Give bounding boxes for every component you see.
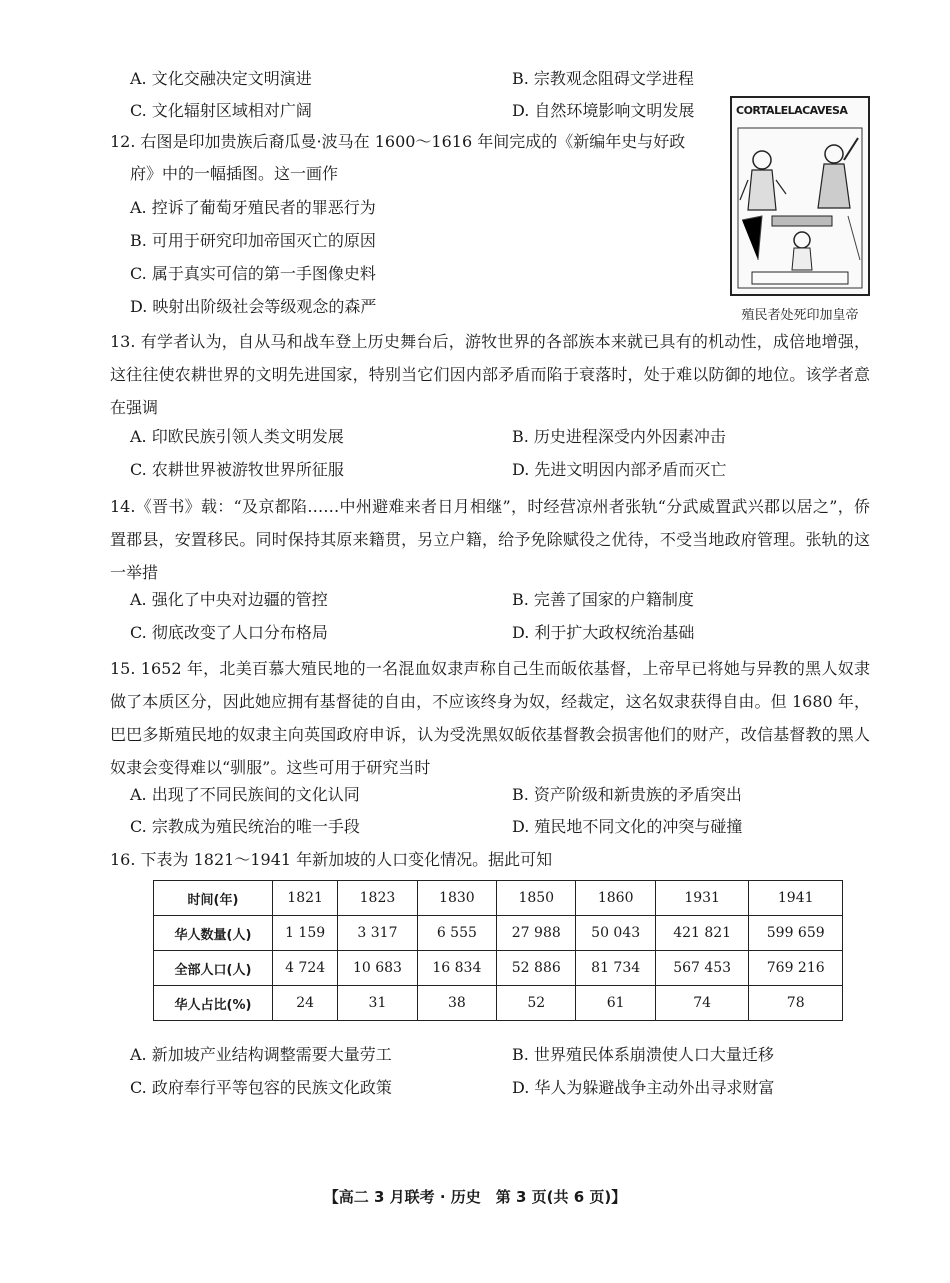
share-cell: 52 <box>497 986 576 1021</box>
q12-stem-line1: 12. 右图是印加贵族后裔瓜曼·波马在 1600～1616 年间完成的《新编年史与好政 <box>110 132 686 151</box>
q16-option-c: C. 政府奉行平等包容的民族文化政策 <box>130 1078 392 1097</box>
q13-option-d: D. 先进文明因内部矛盾而灭亡 <box>512 460 727 479</box>
header-total: 全部人口(人) <box>154 951 273 986</box>
table-row <box>154 881 843 916</box>
q14-option-a: A. 强化了中央对边疆的管控 <box>130 590 328 609</box>
q12-option-c: C. 属于真实可信的第一手图像史料 <box>130 264 376 283</box>
chinese-cell: 27 988 <box>497 916 576 951</box>
q12-figure-caption: 殖民者处死印加皇帝 <box>741 308 859 323</box>
chinese-cell: 421 821 <box>655 916 749 951</box>
q12-stem-line2: 府》中的一幅插图。这一画作 <box>130 164 339 183</box>
header-chinese: 华人数量(人) <box>154 916 273 951</box>
total-cell: 16 834 <box>417 951 496 986</box>
share-cell: 31 <box>338 986 417 1021</box>
execution-scene-drawing <box>732 120 868 296</box>
q16-option-d: D. 华人为躲避战争主动外出寻求财富 <box>512 1078 775 1097</box>
chinese-cell: 1 159 <box>273 916 338 951</box>
header-share: 华人占比(%) <box>154 986 273 1021</box>
q12-illustration <box>730 96 870 296</box>
table-row <box>154 986 843 1021</box>
year-cell: 1823 <box>338 881 417 916</box>
year-cell: 1830 <box>417 881 496 916</box>
total-cell: 10 683 <box>338 951 417 986</box>
q11-option-d: D. 自然环境影响文明发展 <box>512 101 695 120</box>
q15-option-a: A. 出现了不同民族间的文化认同 <box>130 785 360 804</box>
chinese-cell: 3 317 <box>338 916 417 951</box>
table-row <box>154 951 843 986</box>
q13-option-c: C. 农耕世界被游牧世界所征服 <box>130 460 344 479</box>
total-cell: 4 724 <box>273 951 338 986</box>
q12-option-a: A. 控诉了葡萄牙殖民者的罪恶行为 <box>130 198 376 217</box>
chinese-cell: 599 659 <box>749 916 843 951</box>
illustration-banner-text: CORTALELACAVESA <box>736 104 848 117</box>
share-cell: 78 <box>749 986 843 1021</box>
total-cell: 567 453 <box>655 951 749 986</box>
total-cell: 769 216 <box>749 951 843 986</box>
q15-option-b: B. 资产阶级和新贵族的矛盾突出 <box>512 785 742 804</box>
q16-option-a: A. 新加坡产业结构调整需要大量劳工 <box>130 1045 392 1064</box>
share-cell: 61 <box>576 986 655 1021</box>
chinese-cell: 50 043 <box>576 916 655 951</box>
q13-stem: 13. 有学者认为，自从马和战车登上历史舞台后，游牧世界的各部族本来就已具有的机动性，成倍地增强，这往往使农耕世界的文明先进国家，特别当它们因内部矛盾而陷于衰落时，处于难以防御的地位。该学者意在强调 <box>110 332 870 417</box>
total-cell: 52 886 <box>497 951 576 986</box>
share-cell: 38 <box>417 986 496 1021</box>
q16-stem: 16. 下表为 1821～1941 年新加坡的人口变化情况。据此可知 <box>110 850 553 869</box>
total-cell: 81 734 <box>576 951 655 986</box>
q11-option-a: A. 文化交融决定文明演进 <box>130 69 312 88</box>
q15-stem: 15. 1652 年，北美百慕大殖民地的一名混血奴隶声称自己生而皈依基督，上帝早已将她与异教的黑人奴隶做了本质区分，因此她应拥有基督徒的自由，不应该终身为奴，经裁定，这名奴隶获得自由。但 1680 年，巴巴多斯殖民地的奴隶主向英国政府申诉，认为受洗黑奴皈依基督教会损害他们的财产，改信基督教的黑人奴隶会变得难以“驯服”。这些可用于研究当时 <box>110 659 870 777</box>
q16-option-b: B. 世界殖民体系崩溃使人口大量迁移 <box>512 1045 774 1064</box>
share-cell: 24 <box>273 986 338 1021</box>
header-year: 时间(年) <box>154 881 273 916</box>
q13-option-a: A. 印欧民族引领人类文明发展 <box>130 427 344 446</box>
q12-option-b: B. 可用于研究印加帝国灭亡的原因 <box>130 231 376 250</box>
q15-option-c: C. 宗教成为殖民统治的唯一手段 <box>130 817 360 836</box>
table-row <box>154 916 843 951</box>
population-table <box>153 880 843 1021</box>
q14-option-c: C. 彻底改变了人口分布格局 <box>130 623 328 642</box>
q14-option-d: D. 利于扩大政权统治基础 <box>512 623 695 642</box>
q11-option-c: C. 文化辐射区域相对广阔 <box>130 101 312 120</box>
year-cell: 1931 <box>655 881 749 916</box>
chinese-cell: 6 555 <box>417 916 496 951</box>
q14-stem: 14.《晋书》载：“及京都陷……中州避难来者日月相继”，时经营凉州者张轨“分武威置武兴郡以居之”，侨置郡县，安置移民。同时保持其原来籍贯，另立户籍，给予免除赋役之优待，不受当地政府管理。张轨的这一举措 <box>110 497 870 582</box>
year-cell: 1850 <box>497 881 576 916</box>
year-cell: 1821 <box>273 881 338 916</box>
share-cell: 74 <box>655 986 749 1021</box>
q13-option-b: B. 历史进程深受内外因素冲击 <box>512 427 726 446</box>
q11-option-b: B. 宗教观念阻碍文学进程 <box>512 69 694 88</box>
year-cell: 1860 <box>576 881 655 916</box>
q12-option-d: D. 映射出阶级社会等级观念的森严 <box>130 297 377 316</box>
q15-option-d: D. 殖民地不同文化的冲突与碰撞 <box>512 817 743 836</box>
year-cell: 1941 <box>749 881 843 916</box>
q14-option-b: B. 完善了国家的户籍制度 <box>512 590 694 609</box>
page-footer: 【高二 3 月联考 · 历史 第 3 页(共 6 页)】 <box>323 1188 627 1206</box>
